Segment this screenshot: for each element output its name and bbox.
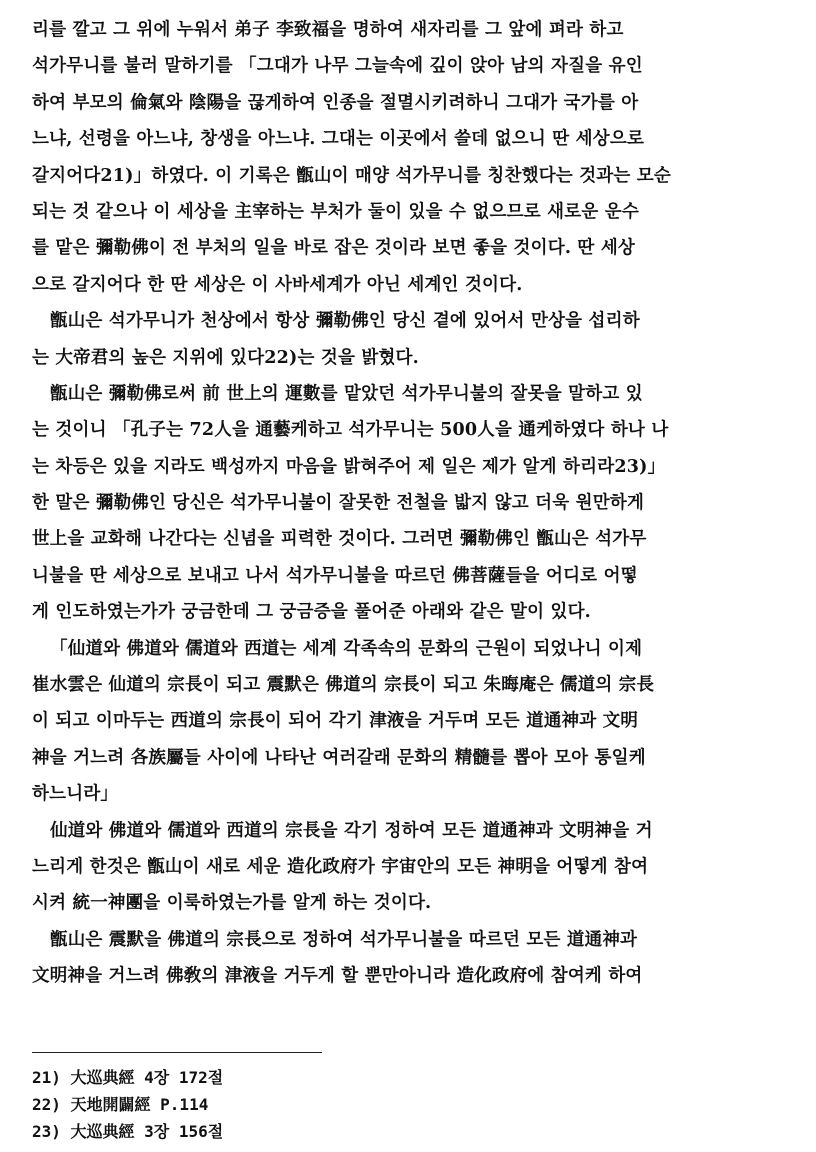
text-line: 게 인도하였는가가 궁금한데 그 궁금증을 풀어준 아래와 같은 말이 있다. xyxy=(32,602,591,623)
footnote-divider xyxy=(32,1052,322,1053)
quote-line: 崔水雲은 仙道의 宗長이 되고 震默은 佛道의 宗長이 되고 朱晦庵은 儒道의 宗長 xyxy=(32,675,655,696)
paragraph-start-line: 甑山은 震默을 佛道의 宗長으로 정하여 석가무니불을 따르던 모든 道通神과 xyxy=(50,929,638,950)
text-line: 느냐, 선령을 아느냐, 창생을 아느냐. 그대는 이곳에서 쓸데 없으니 딴 세상으로 xyxy=(32,129,645,150)
paragraph-start-line: 仙道와 佛道와 儒道와 西道의 宗長을 각기 정하여 모든 道通神과 文明神을 거 xyxy=(50,820,653,841)
footnotes xyxy=(32,1064,532,1145)
text-line: 석가무니를 불러 말하기를 「그대가 나무 그늘속에 깊이 앉아 남의 자질을 유인 xyxy=(32,56,643,77)
text-line: 한 말은 彌勒佛인 당신은 석가무니불이 잘못한 전철을 밟지 않고 더욱 원만하게 xyxy=(32,493,645,514)
text-line: 는 것이니 「孔子는 72人을 通藝케하고 석가무니는 500人을 通케하였다 하나 나 xyxy=(32,420,669,441)
footnote: 22) 天地開闢經 P.114 xyxy=(32,1095,209,1114)
text-line: 리를 깔고 그 위에 누워서 弟子 李致福을 명하여 새자리를 그 앞에 펴라 하고 xyxy=(32,20,624,40)
quote-line: 하느니라」 xyxy=(32,784,119,805)
text-line: 文明神을 거느려 佛敎의 津液을 거두게 할 뿐만아니라 造化政府에 참여케 하여 xyxy=(32,966,643,987)
text-line: 를 맡은 彌勒佛이 전 부처의 일을 바로 잡은 것이라 보면 좋을 것이다. 딴 세상 xyxy=(32,238,636,259)
body-text xyxy=(32,12,792,995)
text-line: 되는 것 같으나 이 세상을 主宰하는 부처가 둘이 있을 수 없으므로 새로운 운수 xyxy=(32,201,639,222)
text-line: 으로 갈지어다 한 딴 세상은 이 사바세계가 아닌 세계인 것이다. xyxy=(32,274,523,295)
text-line: 世上을 교화해 나간다는 신념을 피력한 것이다. 그러면 彌勒佛인 甑山은 석가무 xyxy=(32,529,647,550)
paragraph-start-line: 甑山은 彌勒佛로써 前 世上의 運數를 맡았던 석가무니불의 잘못을 말하고 있 xyxy=(50,383,643,404)
quote-line: 이 되고 이마두는 西道의 宗長이 되어 각기 津液을 거두며 모든 道通神과 文明 xyxy=(32,711,639,732)
quote-line: 神을 거느려 各族屬들 사이에 나타난 여러갈래 문화의 精髓를 뽑아 모아 통일케 xyxy=(32,747,646,768)
text-line: 갈지어다21)」하였다. 이 기록은 甑山이 매양 석가무니를 칭찬했다는 것과는 모순 xyxy=(32,165,672,186)
text-line: 는 차등은 있을 지라도 백성까지 마음을 밝혀주어 제 일은 제가 알게 하리라23)」 xyxy=(32,456,666,477)
quote-start-line: 「仙道와 佛道와 儒道와 西道는 세계 각족속의 문화의 근원이 되었나니 이제 xyxy=(50,638,643,659)
paragraph-start-line: 甑山은 석가무니가 천상에서 항상 彌勒佛인 당신 곁에 있어서 만상을 섭리하 xyxy=(50,311,640,332)
text-line: 니불을 딴 세상으로 보내고 나서 석가무니불을 따르던 佛菩薩들을 어디로 어떻 xyxy=(32,565,638,586)
text-line: 시켜 統一神團을 이룩하였는가를 알게 하는 것이다. xyxy=(32,893,432,914)
text-line: 하여 부모의 倫氣와 陰陽을 끊게하여 인종을 절멸시키려하니 그대가 국가를 아 xyxy=(32,92,639,113)
text-line: 는 大帝君의 높은 지위에 있다22)는 것을 밝혔다. xyxy=(32,347,419,368)
footnote: 23) 大巡典經 3장 156절 xyxy=(32,1122,224,1141)
footnote: 21) 大巡典經 4장 172절 xyxy=(32,1068,224,1087)
text-line: 느리게 한것은 甑山이 새로 세운 造化政府가 宇宙안의 모든 神明을 어떻게 참여 xyxy=(32,856,649,877)
